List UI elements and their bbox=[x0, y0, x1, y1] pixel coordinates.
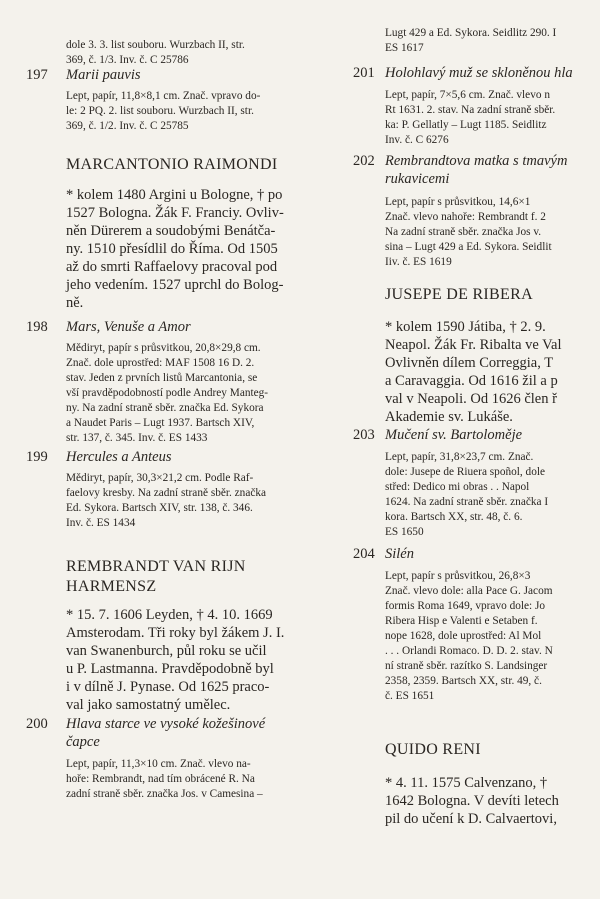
entry-title: Holohlavý muž se skloněnou hla bbox=[385, 65, 573, 81]
entry-title: Silén bbox=[385, 546, 414, 562]
entry-description: Mědiryt, papír, 30,3×21,2 cm. Podle Raf- faelovy kresby. Na zadní straně sběr. značka Ed. Sykora. Bartsch XIV, str. 138, č. 346. Inv. č. ES 1434 bbox=[66, 472, 267, 529]
artist-bio: * 4. 11. 1575 Calvenzano, † 1642 Bologna. V devíti letech pil do učení k D. Calvaertovi, bbox=[385, 775, 559, 827]
entry-number: 200 bbox=[26, 716, 48, 732]
entry-title: Mars, Venuše a Amor bbox=[66, 319, 191, 335]
entry-description: Lept, papír s průsvitkou, 26,8×3 Znač. vlevo dole: alla Pace G. Jacom formis Roma 1649, vpravo dole: Jo Ribera Hisp e Valenti e Setaben f. nope 1628, dole uprostřed: Al Mol . . . Orlandi Romaco. D. D. 2. stav. N ní straně sběr. razítko S. Landsinger 2358, 2359. Bartsch XX, str. 49, č. č. ES 1651 bbox=[385, 570, 553, 702]
artist-name: MARCANTONIO RAIMONDI bbox=[66, 156, 278, 173]
entry-title: Rembrandtova matka s tmavým rukavicemi bbox=[385, 153, 568, 187]
artist-name: QUIDO RENI bbox=[385, 741, 481, 758]
entry-title: Hercules a Anteus bbox=[66, 449, 172, 465]
artist-bio: * kolem 1590 Játiba, † 2. 9. Neapol. Žák Fr. Ribalta ve Val Ovlivněn dílem Correggia, T a Caravaggia. Od 1616 žil a p val v Neapoli. Od 1626 člen ř Akademie sv. Lukáše. bbox=[385, 319, 562, 425]
entry-title: Mučení sv. Bartoloměje bbox=[385, 427, 523, 443]
entry-title: Marii pauvis bbox=[66, 67, 141, 83]
entry-description: Lept, papír, 11,3×10 cm. Znač. vlevo na- hoře: Rembrandt, nad tím obrácené R. Na zadní straně sběr. značka Jos. v Camesina – bbox=[66, 758, 263, 800]
carry-over-text: dole 3. 3. list souboru. Wurzbach II, str. 369, č. 1/3. Inv. č. C 25786 bbox=[66, 39, 245, 66]
artist-bio: * kolem 1480 Argini u Bologne, † po 1527 Bologna. Žák F. Franciy. Ovliv- něn Dürerem a soudobými Benátča- ny. 1510 přesídlil do Říma. Od 1505 až do smrti Raffaelovy pracoval pod jeho vedením. 1527 uprchl do Bolog- ně. bbox=[66, 187, 284, 311]
entry-number: 204 bbox=[353, 546, 375, 562]
entry-description: Lept, papír s průsvitkou, 14,6×1 Znač. vlevo nahoře: Rembrandt f. 2 Na zadní straně sběr. značka Jos v. sina – Lugt 429 a Ed. Sykora. Seidlit Iiv. č. ES 1619 bbox=[385, 196, 552, 268]
entry-number: 202 bbox=[353, 153, 375, 169]
carry-over-text: Lugt 429 a Ed. Sykora. Seidlitz 290. I ES 1617 bbox=[385, 27, 557, 54]
entry-description: Lept, papír, 7×5,6 cm. Znač. vlevo n Rt 1631. 2. stav. Na zadní straně sběr. ka: P. Gellatly – Lugt 1185. Seidlitz Inv. č. C 6276 bbox=[385, 89, 556, 146]
entry-number: 203 bbox=[353, 427, 375, 443]
artist-bio: * 15. 7. 1606 Leyden, † 4. 10. 1669 Amsterodam. Tři roky byl žákem J. I. van Swanenburch, půl roku se učil u P. Lastmanna. Pravděpodobně byl i v dílně J. Pynase. Od 1625 praco- val jako samostatný umělec. bbox=[66, 607, 285, 713]
entry-number: 199 bbox=[26, 449, 48, 465]
entry-description: Lept, papír, 31,8×23,7 cm. Znač. dole: Jusepe de Riuera spoñol, dole střed: Dedico mi obras . . Napol 1624. Na zadní straně sběr. značka I kora. Bartsch XX, str. 48, č. 6. ES 1650 bbox=[385, 451, 549, 538]
entry-number: 198 bbox=[26, 319, 48, 335]
entry-title: Hlava starce ve vysoké kožešinové čapce bbox=[66, 716, 266, 750]
entry-number: 197 bbox=[26, 67, 48, 83]
entry-description: Mědiryt, papír s průsvitkou, 20,8×29,8 cm. Znač. dole uprostřed: MAF 1508 16 D. 2. stav. Jeden z prvních listů Marcantonia, se vší pravděpodobností podle Andrey Manteg- ny. Na zadní straně sběr. značka Ed. Sykora a Naudet Paris – Lugt 1937. Bartsch XIV, str. 137, č. 345. Inv. č. ES 1433 bbox=[66, 342, 269, 444]
artist-name: REMBRANDT VAN RIJN HARMENSZ bbox=[66, 558, 246, 595]
entry-number: 201 bbox=[353, 65, 375, 81]
entry-description: Lept, papír, 11,8×8,1 cm. Znač. vpravo do- le: 2 PQ. 2. list souboru. Wurzbach II, str. 369, č. 1/2. Inv. č. C 25785 bbox=[66, 90, 261, 132]
right-column bbox=[353, 0, 600, 899]
artist-name: JUSEPE DE RIBERA bbox=[385, 286, 533, 303]
